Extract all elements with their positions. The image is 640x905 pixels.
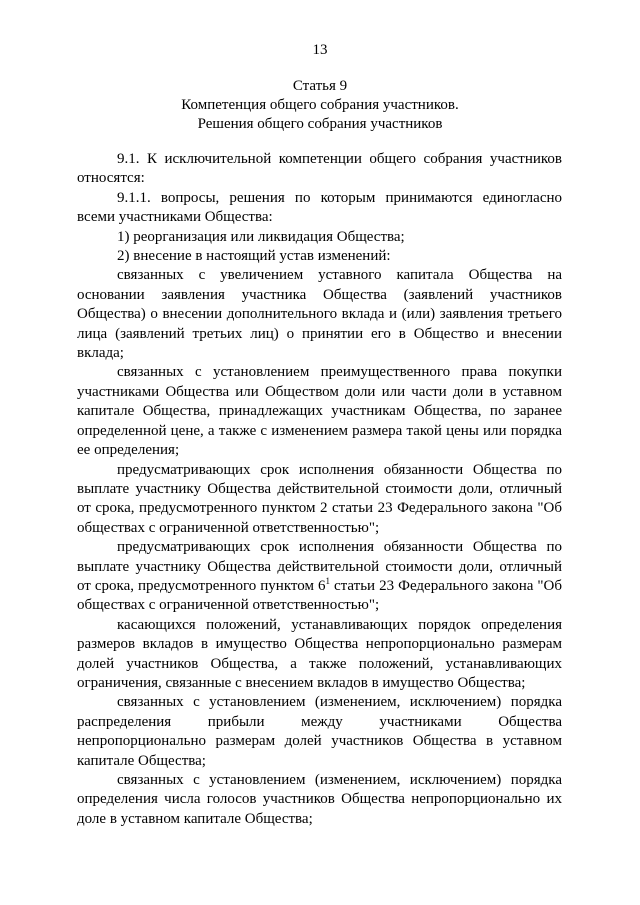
list-item-1: 1) реорганизация или ликвидация Общества; xyxy=(117,228,405,245)
amendment-payment-term-pt6 xyxy=(77,538,562,616)
article-heading xyxy=(0,77,640,134)
page-number: 13 xyxy=(312,42,328,58)
amendment-contributions: касающихся положений, устанавливающих порядок определения размеров вкладов в имущество Общества непропорционально размерам долей участников Общества, а также положений, устанавливающих ограничения, связанные с внесением вкладов в имущество Общества; xyxy=(77,616,562,691)
article-title-line-2: Решения общего собрания участников xyxy=(197,116,443,132)
amendment-profit-distribution: связанных с установлением (изменением, исключением) порядка распределения прибыли между участниками Общества непропорционально размерам долей участников Общества в уставном капитале Общества; xyxy=(77,694,562,769)
pt6-text-after: статьи 23 Федерального закона "Об обществах с ограниченной ответственностью"; xyxy=(77,577,562,614)
article-body xyxy=(77,150,562,829)
amendment-payment-term-pt2: предусматривающих срок исполнения обязанности Общества по выплате участнику Общества действительной стоимости доли, отличный от срока, предусмотренного пунктом 2 статьи 23 Федерального закона "Об обществах с ограниченной ответственностью"; xyxy=(77,461,562,536)
amendment-preemptive-right: связанных с установлением преимущественного права покупки участниками Общества или Обществом доли или части доли в уставном капитале Общества, принадлежащих участникам Общества, по заранее определенной цене, а также с изменением размера такой цены или порядка ее определения; xyxy=(77,364,562,459)
pt6-superscript: 1 xyxy=(325,575,330,586)
article-number: Статья 9 xyxy=(292,78,348,94)
article-title-line-1: Компетенция общего собрания участников. xyxy=(181,97,459,113)
paragraph-9-1: 9.1. К исключительной компетенции общего собрания участников относятся: xyxy=(77,151,562,187)
paragraph-9-1-1: 9.1.1. вопросы, решения по которым принимаются единогласно всеми участниками Общества: xyxy=(77,189,562,226)
amendment-capital-increase: связанных с увеличением уставного капитала Общества на основании заявления участника Общества (заявлений участников Общества) о внесении дополнительного вклада и (или) заявления третьего лица (заявлений третьих лиц) о принятии его в Общество и внесении вклада; xyxy=(77,267,562,362)
list-item-2: 2) внесение в настоящий устав изменений: xyxy=(117,248,391,265)
pt6-text-before: предусматривающих срок исполнения обязанности Общества по выплате участнику Общества действительной стоимости доли, отличный от срока, предусмотренного пунктом 6 xyxy=(77,539,562,594)
amendment-voting: связанных с установлением (изменением, исключением) порядка определения числа голосов участников Общества непропорционально их доле в уставном капитале Общества; xyxy=(77,772,562,827)
